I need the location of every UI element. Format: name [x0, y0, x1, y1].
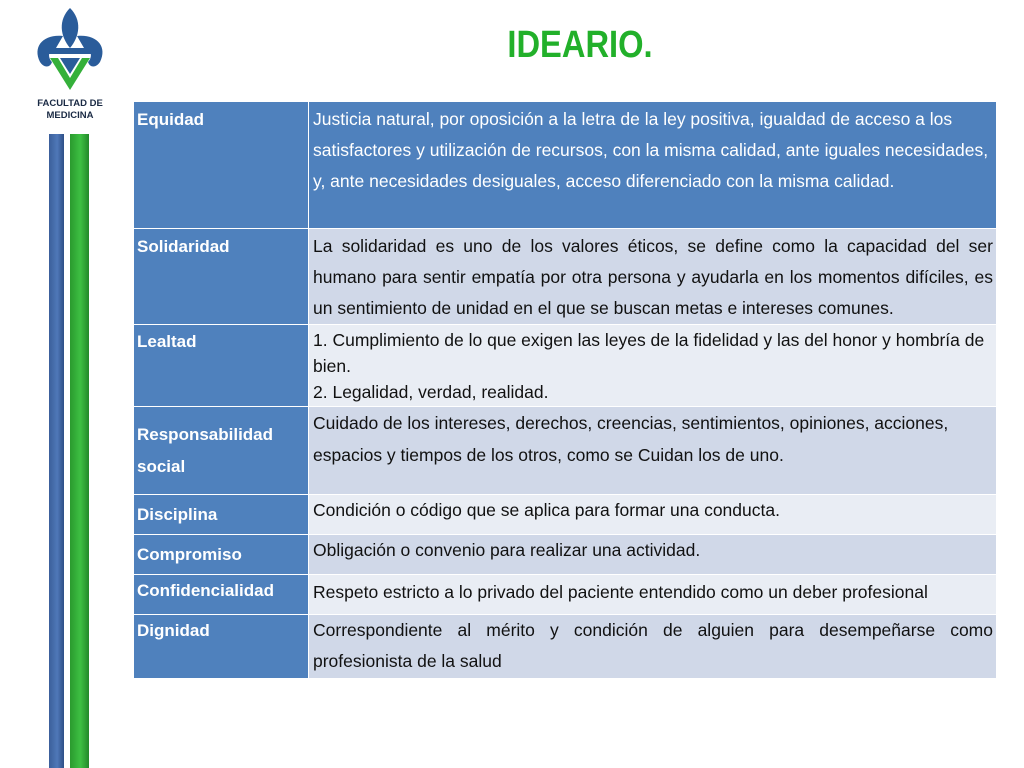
row-term: Disciplina — [134, 495, 309, 535]
fleur-band — [48, 48, 92, 54]
row-description: Respeto estricto a lo privado del paciente entendido como un deber profesional — [309, 575, 997, 615]
row-description: Condición o código que se aplica para formar una conducta. — [309, 495, 997, 535]
row-description: Correspondiente al mérito y condición de alguien para desempeñarse como profesionista de la salud — [309, 615, 997, 679]
table-row — [134, 575, 997, 615]
table-row — [134, 229, 997, 325]
decorative-blue-bar — [49, 134, 64, 768]
row-description: Justicia natural, por oposición a la letra de la ley positiva, igualdad de acceso a los satisfactores y utilización de recursos, con la misma calidad, ante iguales necesidades, y, ante necesidades desiguales, acceso diferenciado con la misma calidad. — [309, 102, 997, 229]
fleur-center-petal — [62, 8, 79, 48]
row-term: Confidencialidad — [134, 575, 309, 615]
row-description — [309, 325, 997, 407]
description-line: 2. Legalidad, verdad, realidad. — [313, 382, 549, 402]
row-description: Cuidado de los intereses, derechos, creencias, sentimientos, opiniones, acciones, espacios y tiempos de los otros, como se Cuidan los de uno. — [309, 407, 997, 495]
row-term: Responsabilidad social — [134, 407, 309, 495]
faculty-label-line-1: FACULTAD DE — [37, 98, 103, 109]
row-term: Dignidad — [134, 615, 309, 679]
faculty-logo — [30, 6, 110, 94]
table-row — [134, 535, 997, 575]
faculty-label-line-2: MEDICINA — [46, 110, 94, 121]
row-term: Compromiso — [134, 535, 309, 575]
row-term: Equidad — [134, 102, 309, 229]
table-row — [134, 102, 997, 229]
description-line: 1. Cumplimiento de lo que exigen las leyes de la fidelidad y las del honor y hombría de bien. — [313, 330, 985, 376]
row-description: Obligación o convenio para realizar una actividad. — [309, 535, 997, 575]
table-row — [134, 325, 997, 407]
row-description: La solidaridad es uno de los valores éticos, se define como la capacidad del ser humano para sentir empatía por otra persona y ayudarla en los momentos difíciles, es un sentimiento de unidad en el que se buscan metas e intereses comunes. — [309, 229, 997, 325]
table-row — [134, 495, 997, 535]
ideario-table — [133, 101, 997, 679]
row-term: Solidaridad — [134, 229, 309, 325]
row-term: Lealtad — [134, 325, 309, 407]
decorative-green-bar — [70, 134, 89, 768]
table-row — [134, 615, 997, 679]
page-title: IDEARIO. — [507, 24, 653, 66]
table-row — [134, 407, 997, 495]
faculty-label — [20, 98, 120, 122]
